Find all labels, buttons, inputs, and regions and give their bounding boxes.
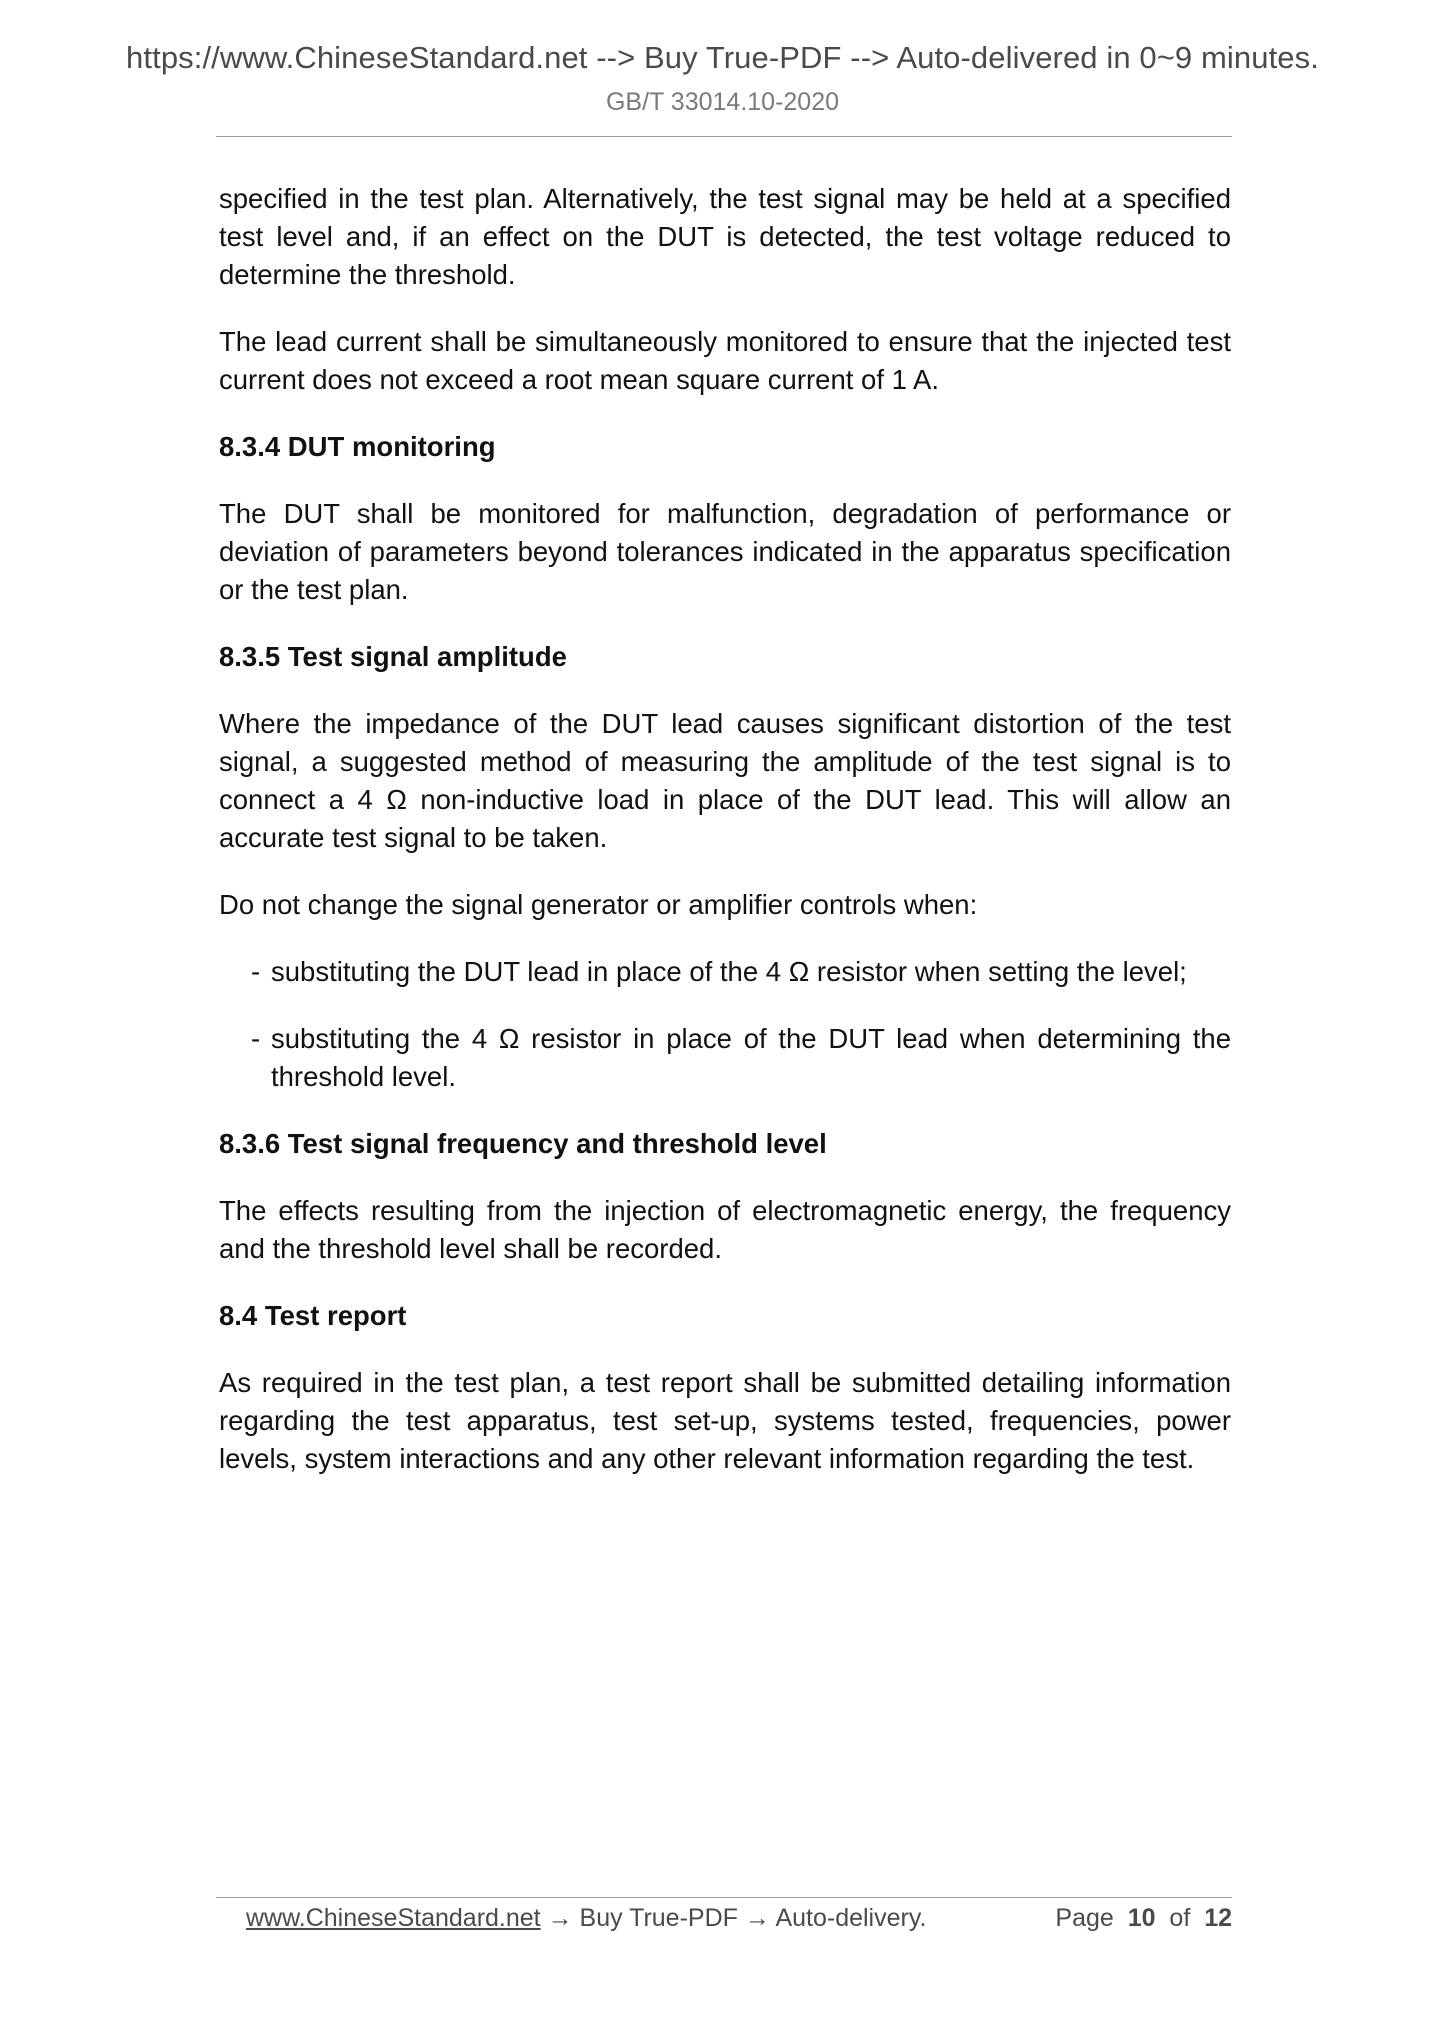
paragraph-lead-current: The lead current shall be simultaneously monitored to ensure that the injected test current does not exceed a root mean square current of 1 A. bbox=[219, 326, 1231, 395]
list-item-text: substituting the 4 Ω resistor in place of the DUT lead when determining the threshold level. bbox=[271, 1023, 1231, 1092]
paragraph-signal-amplitude: Where the impedance of the DUT lead causes significant distortion of the test signal, a suggested method of measuring the amplitude of the test signal is to connect a 4 Ω non-inductive load in place of the DUT lead. This will allow an accurate test signal to be taken. bbox=[219, 708, 1231, 853]
page-number: 10 bbox=[1127, 1904, 1156, 1932]
section-heading-8-3-4: 8.3.4 DUT monitoring bbox=[219, 431, 496, 462]
list-item-text: substituting the DUT lead in place of the 4 Ω resistor when setting the level; bbox=[271, 956, 1187, 987]
list-bullet: - bbox=[251, 1023, 261, 1054]
footer-buy-text: Buy True-PDF bbox=[579, 1904, 738, 1932]
section-heading-8-3-5: 8.3.5 Test signal amplitude bbox=[219, 641, 567, 672]
of-label: of bbox=[1169, 1904, 1191, 1932]
page-label: Page bbox=[1055, 1904, 1114, 1932]
arrow-right-icon: → bbox=[744, 1904, 770, 1932]
site-banner: https://www.ChineseStandard.net --> Buy True-PDF --> Auto-delivered in 0~9 minutes. bbox=[126, 40, 1319, 75]
footer-site-link[interactable]: www.ChineseStandard.net bbox=[246, 1904, 541, 1932]
section-heading-8-3-6: 8.3.6 Test signal frequency and threshold level bbox=[219, 1128, 827, 1159]
arrow-right-icon: → bbox=[547, 1904, 573, 1932]
page-indicator bbox=[1055, 1901, 1232, 1935]
paragraph-test-report: As required in the test plan, a test report shall be submitted detailing information regarding the test apparatus, test set-up, systems tested, frequencies, power levels, system interactions and any other relevant information regarding the test. bbox=[219, 1367, 1231, 1474]
footer-divider bbox=[216, 1897, 1232, 1898]
footer-delivery-text: Auto-delivery. bbox=[775, 1904, 927, 1932]
list-item bbox=[219, 1020, 1231, 1096]
total-pages: 12 bbox=[1204, 1904, 1232, 1932]
standard-code: GB/T 33014.10-2020 bbox=[605, 88, 840, 116]
section-heading-8-4: 8.4 Test report bbox=[219, 1300, 407, 1331]
paragraph-effects-recorded: The effects resulting from the injection of electromagnetic energy, the frequency and the threshold level shall be recorded. bbox=[219, 1195, 1231, 1264]
list-bullet: - bbox=[251, 956, 261, 987]
list-item bbox=[219, 953, 1231, 991]
paragraph-controls-note: Do not change the signal generator or amplifier controls when: bbox=[219, 889, 978, 920]
header-divider bbox=[216, 136, 1232, 137]
document-body bbox=[219, 180, 1231, 1507]
paragraph-dut-monitoring: The DUT shall be monitored for malfunction, degradation of performance or deviation of parameters beyond tolerances indicated in the apparatus specification or the test plan. bbox=[219, 498, 1231, 605]
paragraph-threshold-method: specified in the test plan. Alternatively, the test signal may be held at a specified test level and, if an effect on the DUT is detected, the test voltage reduced to determine the threshold. bbox=[219, 183, 1231, 290]
page-footer bbox=[246, 1901, 1232, 1935]
